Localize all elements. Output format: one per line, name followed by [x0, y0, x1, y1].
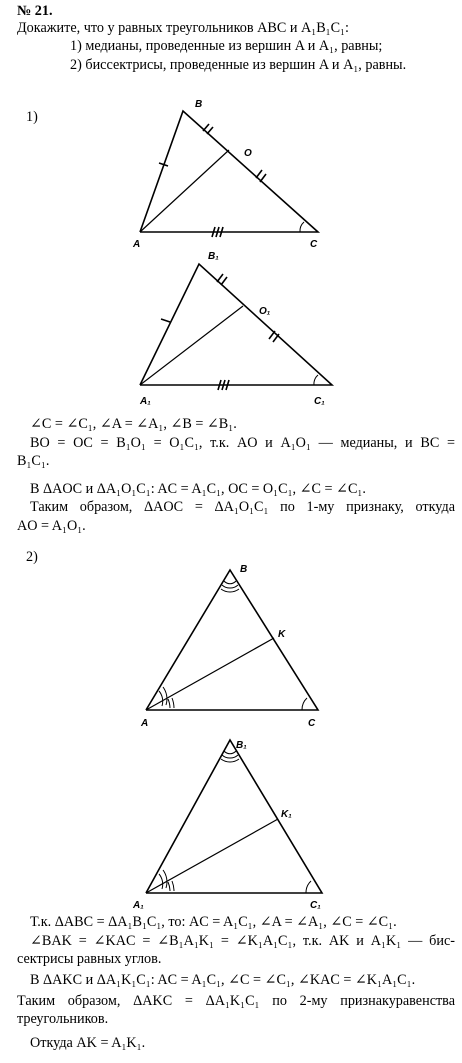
proof1-line-2: BO = OC = B₁O₁ = O₁C₁, т.к. AO и A₁O₁ — медианы, и BC = [30, 435, 455, 451]
vertex-c1-label: C₁ [310, 900, 321, 911]
proof2-line-5: Таким образом, ΔAKC = ΔA₁K₁C₁ по 2-му признакуравенства [17, 993, 455, 1009]
task-item-1: 1) медианы, проведенные из вершин A и A₁, равны; [70, 38, 383, 54]
proof2-line-3: сектрисы равных углов. [17, 951, 162, 967]
proof2-line-6: треугольников. [17, 1011, 109, 1027]
proof2-line-4: В ΔAKC и ΔA₁K₁C₁: AC = A₁C₁, ∠C = ∠C₁, ∠KAC = ∠K₁A₁C₁. [30, 972, 416, 988]
proof2-line-7: Откуда AK = A₁K₁. [30, 1035, 146, 1051]
vertex-c-label: C [308, 718, 316, 729]
vertex-c-label: C [310, 239, 318, 250]
vertex-a-label: A [133, 239, 141, 250]
proof1-line-5: Таким образом, ΔAOC = ΔA₁O₁C₁ по 1-му признаку, откуда [30, 499, 455, 515]
vertex-b1-label: B₁ [208, 251, 219, 262]
vertex-k-label: K [278, 629, 286, 640]
vertex-o-label: O [244, 148, 252, 159]
vertex-a-label: A [141, 718, 149, 729]
vertex-b1-label: B₁ [236, 740, 247, 751]
vertex-b-label: B [195, 99, 203, 110]
vertex-a1-label: A₁ [133, 900, 144, 911]
vertex-o1-label: O₁ [259, 306, 271, 317]
part-2-label: 2) [26, 549, 38, 565]
proof1-line-4: В ΔAOC и ΔA₁O₁C₁: AC = A₁C₁, OC = O₁C₁, ∠C = ∠C₁. [30, 481, 366, 497]
vertex-a1-label: A₁ [140, 396, 151, 407]
proof2-line-2: ∠BAK = ∠KAC = ∠B₁A₁K₁ = ∠K₁A₁C₁, т.к. AK и A₁K₁ — бис- [30, 933, 455, 949]
task-item-2: 2) биссектрисы, проведенные из вершин A и A₁, равны. [70, 57, 407, 73]
vertex-c1-label: C₁ [314, 396, 325, 407]
proof1-line-6: AO = A₁O₁. [17, 518, 86, 534]
vertex-b-label: B [240, 564, 248, 575]
part-1-label: 1) [26, 109, 38, 125]
proof1-line-1: ∠C = ∠C₁, ∠A = ∠A₁, ∠B = ∠B₁. [30, 416, 237, 432]
problem-statement: Докажите, что у равных треугольников ABC и A₁B₁C₁: [17, 20, 349, 36]
vertex-k1-label: K₁ [281, 809, 292, 820]
proof1-line-3: B₁C₁. [17, 453, 50, 469]
problem-number: № 21. [17, 3, 53, 19]
proof2-line-1: Т.к. ΔABC = ΔA₁B₁C₁, то: AC = A₁C₁, ∠A = ∠A₁, ∠C = ∠C₁. [30, 914, 397, 930]
